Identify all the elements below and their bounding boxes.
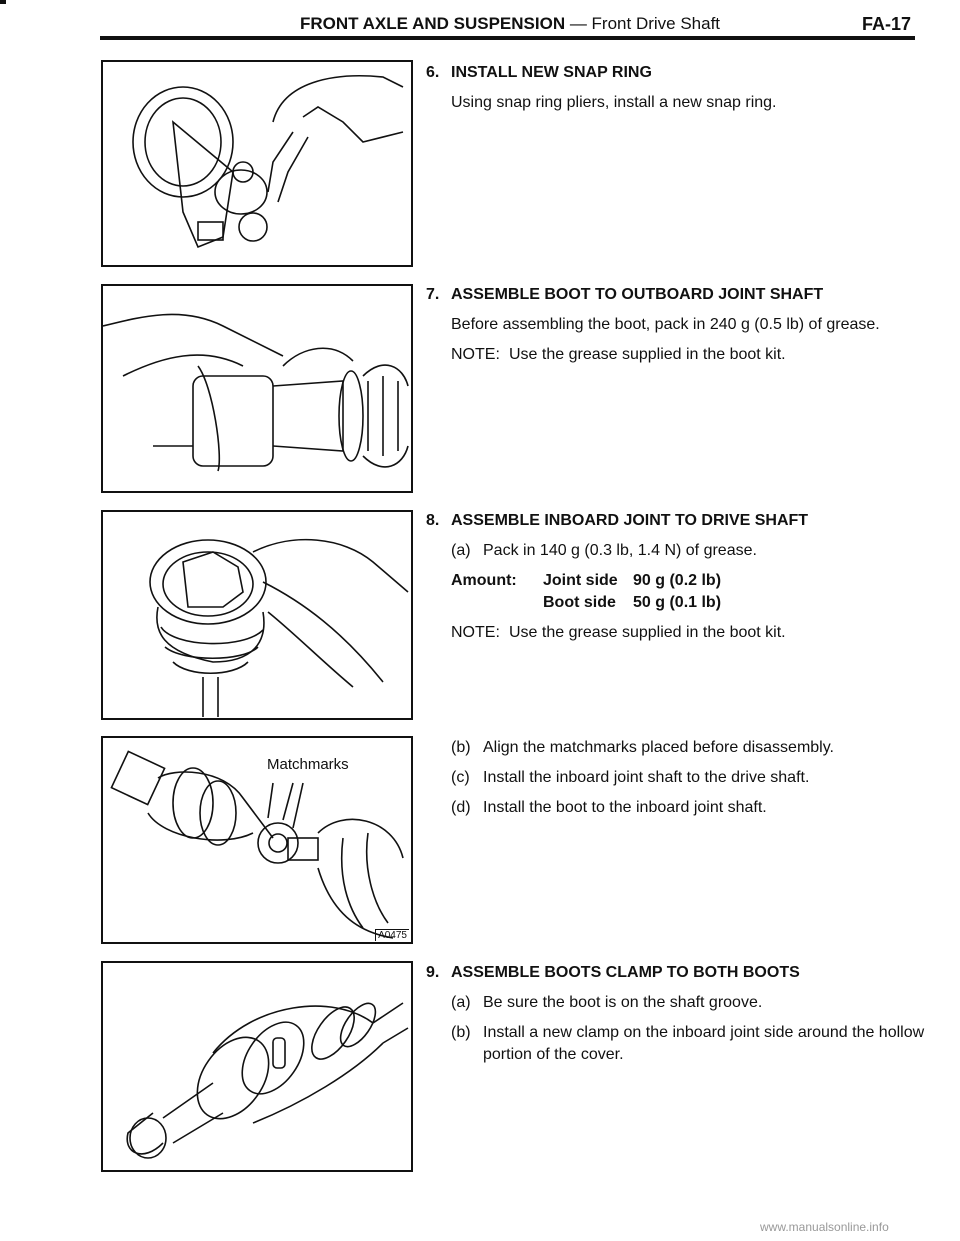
step-9b-label: (b) xyxy=(451,1024,471,1041)
step-7-number: 7. xyxy=(426,286,440,303)
header-rule xyxy=(100,36,915,40)
page-number: FA-17 xyxy=(862,14,912,34)
step-8b-text: Align the matchmarks placed before disassembly. xyxy=(483,739,834,756)
step-8c-text: Install the inboard joint shaft to the drive shaft. xyxy=(483,769,810,786)
boot-side-label: Boot side xyxy=(543,594,616,611)
matchmarks-label: Matchmarks xyxy=(267,756,349,773)
joint-side-label: Joint side xyxy=(543,572,618,589)
step-9b xyxy=(451,1022,926,1066)
step-6-number: 6. xyxy=(426,64,440,81)
step-8a-text: Pack in 140 g (0.3 lb, 1.4 N) of grease. xyxy=(483,542,757,559)
step-8-note-text: Use the grease supplied in the boot kit. xyxy=(509,624,786,641)
step-9a-label: (a) xyxy=(451,994,471,1011)
step-8a-label: (a) xyxy=(451,542,471,559)
step-9a-text: Be sure the boot is on the shaft groove. xyxy=(483,994,763,1011)
step-7-text: Before assembling the boot, pack in 240 g (0.5 lb) of grease. xyxy=(451,316,880,333)
step-8c-label: (c) xyxy=(451,769,470,786)
step-6-text: Using snap ring pliers, install a new snap ring. xyxy=(451,94,777,111)
figure-outboard-boot xyxy=(101,284,413,493)
outboard-boot-illustration xyxy=(103,286,411,491)
joint-side-value: 90 g (0.2 lb) xyxy=(633,572,722,589)
boot-side-value: 50 g (0.1 lb) xyxy=(633,594,722,611)
step-8d xyxy=(451,797,926,819)
figure-snap-ring xyxy=(101,60,413,267)
step-8d-label: (d) xyxy=(451,799,471,816)
figure-boot-clamps xyxy=(101,961,413,1172)
figure-inboard-grease xyxy=(101,510,413,720)
section-title-sub: — Front Drive Shaft xyxy=(565,14,721,33)
step-8-title: ASSEMBLE INBOARD JOINT TO DRIVE SHAFT xyxy=(451,512,809,529)
step-8-number: 8. xyxy=(426,512,440,529)
step-8d-text: Install the boot to the inboard joint shaft. xyxy=(483,799,767,816)
section-title xyxy=(300,14,720,34)
step-7 xyxy=(426,284,926,366)
step-8 xyxy=(426,510,926,644)
step-9a xyxy=(451,992,926,1014)
section-title-bold: FRONT AXLE AND SUSPENSION xyxy=(300,14,566,33)
step-9b-text: Install a new clamp on the inboard joint side around the hollow portion of the cover. xyxy=(483,1024,925,1063)
step-8c xyxy=(451,767,926,789)
step-8a xyxy=(451,540,926,562)
step-8-note xyxy=(451,622,926,644)
matchmarks-illustration xyxy=(103,738,411,942)
figure-matchmarks xyxy=(101,736,413,944)
step-8b-label: (b) xyxy=(451,739,471,756)
step-9 xyxy=(426,962,926,1066)
snap-ring-illustration xyxy=(103,62,411,265)
step-9-heading xyxy=(426,962,926,984)
page-header xyxy=(0,0,960,40)
step-7-title: ASSEMBLE BOOT TO OUTBOARD JOINT SHAFT xyxy=(451,286,824,303)
step-6 xyxy=(426,62,926,114)
amount-label: Amount: xyxy=(451,572,517,589)
step-8b xyxy=(451,737,926,759)
step-8-continued xyxy=(426,737,926,819)
step-7-note-label: NOTE: xyxy=(451,346,500,363)
step-9-title: ASSEMBLE BOOTS CLAMP TO BOTH BOOTS xyxy=(451,964,800,981)
step-6-title: INSTALL NEW SNAP RING xyxy=(451,64,652,81)
step-7-note-text: Use the grease supplied in the boot kit. xyxy=(509,346,786,363)
step-6-heading xyxy=(426,62,926,84)
watermark: www.manualsonline.info xyxy=(760,1220,889,1234)
step-8-heading xyxy=(426,510,926,532)
figure-code: A0475 xyxy=(375,929,409,941)
grease-amount xyxy=(451,570,926,614)
step-7-note xyxy=(451,344,926,366)
step-9-number: 9. xyxy=(426,964,440,981)
boot-clamps-illustration xyxy=(103,963,411,1170)
inboard-grease-illustration xyxy=(103,512,411,718)
step-8-note-label: NOTE: xyxy=(451,624,500,641)
step-7-heading xyxy=(426,284,926,306)
